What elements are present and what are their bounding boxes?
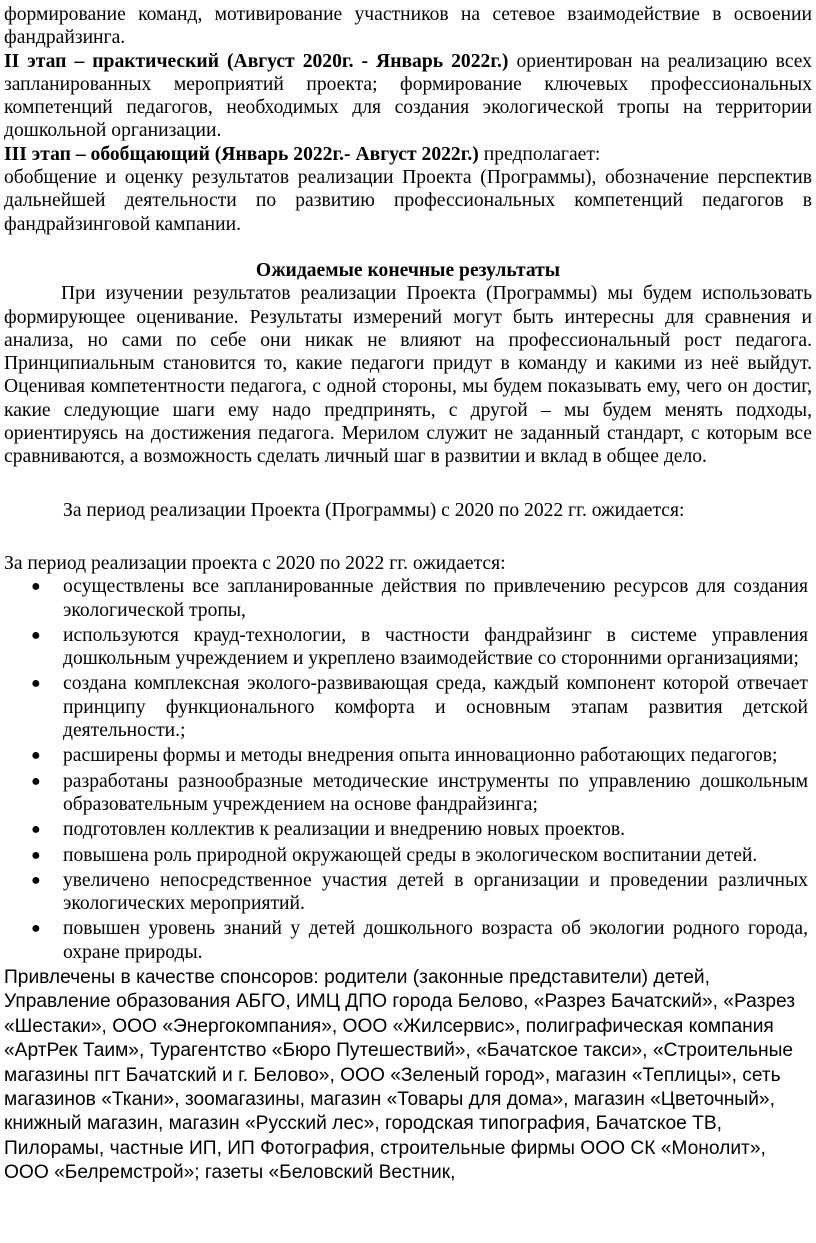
stage-3-body: обобщение и оценку результатов реализации Проекта (Программы), обозначение перспектив дальнейшей деятельности по развитию профессиональных компетенций педагогов в фандрайзинговой кампании. (4, 167, 812, 235)
stage-3-title: III этап – обобщающий (Январь 2022г.- Август 2022г.) (4, 143, 479, 165)
bullet-icon: ● (31, 772, 41, 790)
bullet-icon: ● (31, 675, 41, 693)
stage-3-text: предполагает: (478, 143, 601, 165)
bullet-icon: ● (31, 846, 41, 864)
list-item: ● расширены формы и методы внедрения опыта инновационно работающих педагогов; (31, 745, 778, 767)
list-item: ● повышен уровень знаний у детей дошкольного возраста об экологии родного города, охране природы. (31, 918, 808, 963)
list-item: ● разработаны разнообразные методические инструменты по управлению дошкольным образовательным учреждением на основе фандрайзинга; (31, 770, 808, 815)
bullet-icon: ● (31, 747, 41, 765)
stage-2-paragraph (4, 50, 812, 143)
period-line-1: За период реализации Проекта (Программы) с 2020 по 2022 гг. ожидается: (63, 499, 685, 521)
stage-3-paragraph (4, 143, 812, 166)
period-line-2: За период реализации проекта с 2020 по 2022 гг. ожидается: (4, 552, 506, 574)
results-paragraph: При изучении результатов реализации Проекта (Программы) мы будем использовать формирующее оценивание. Результаты измерений могут быть интересны для сравнения и анализа, но сами по себе они никак не влияют на профессиональный рост педагога. Принципиальным становится то, какие педагоги придут в команду и какими из неё выйдут. Оценивая компетентности педагога, с одной стороны, мы будем показывать ему, чего он достиг, какие следующие шаги ему надо предпринять, с другой – мы будем менять подходы, ориентируясь на достижения педагога. Мерилом служит не заданный стандарт, с которым все сравниваются, а возможность сделать личный шаг в развитии и вклад в общее дело. (4, 283, 812, 468)
list-item: ● создана комплексная эколого-развивающая среда, каждый компонент которой отвечает принципу функционального комфорта и основным этапам развития детской деятельности.; (31, 673, 808, 742)
bullet-icon: ● (31, 821, 41, 839)
list-item: ● подготовлен коллектив к реализации и внедрению новых проектов. (31, 819, 626, 841)
bullet-icon: ● (31, 871, 41, 889)
list-item: ● повышена роль природной окружающей среды в экологическом воспитании детей. (31, 844, 758, 866)
stage-2-text: ориентирован на реализацию всех запланированных мероприятий проекта; формирование ключевых профессиональных компетенций педагогов, необходимых для создания экологической тропы на территории дошкольной организации. (4, 50, 812, 142)
bullet-icon: ● (31, 578, 41, 596)
sponsors-paragraph: Привлечены в качестве спонсоров: родители (законные представители) детей, Управление образования АБГО, ИМЦ ДПО города Белово, «Разрез Бачатский», «Разрез «Шестаки», ООО «Энергокомпания», ООО «Жилсервис», полиграфическая компания «АртРек Таим», Турагентство «Бюро Путешествий», «Бачатское такси», «Строительные магазины пгт Бачатский и г. Белово», ООО «Зеленый город», магазин «Теплицы», сеть магазинов «Ткани», зоомагазины, магазин «Товары для дома», магазин «Цветочный», книжный магазин, магазин «Русский лес», городская типография, Бачатское ТВ, Пилорамы, частные ИП, ИП Фотография, строительные фирмы ООО СК «Монолит», ООО «Белремстрой»; газеты «Беловский Вестник, (4, 966, 796, 1184)
list-item: ● используются крауд-технологии, в частности фандрайзинг в системе управления дошкольным учреждением и укреплено взаимодействие со сторонними организациями; (31, 624, 808, 670)
expectations-list (0, 575, 816, 964)
stage-2-title: II этап – практический (Август 2020г. - Январь 2022г.) (4, 50, 509, 72)
intro-paragraph: формирование команд, мотивирование участников на сетевое взаимодействие в освоении фандрайзинга. (4, 4, 812, 49)
bullet-icon: ● (31, 626, 41, 644)
list-item: ● увеличено непосредственное участия детей в организации и проведении различных экологических мероприятий. (31, 869, 808, 915)
bullet-icon: ● (31, 920, 41, 938)
results-heading: Ожидаемые конечные результаты (255, 259, 561, 281)
list-item: ● осуществлены все запланированные действия по привлечению ресурсов для создания экологической тропы, (31, 576, 808, 621)
